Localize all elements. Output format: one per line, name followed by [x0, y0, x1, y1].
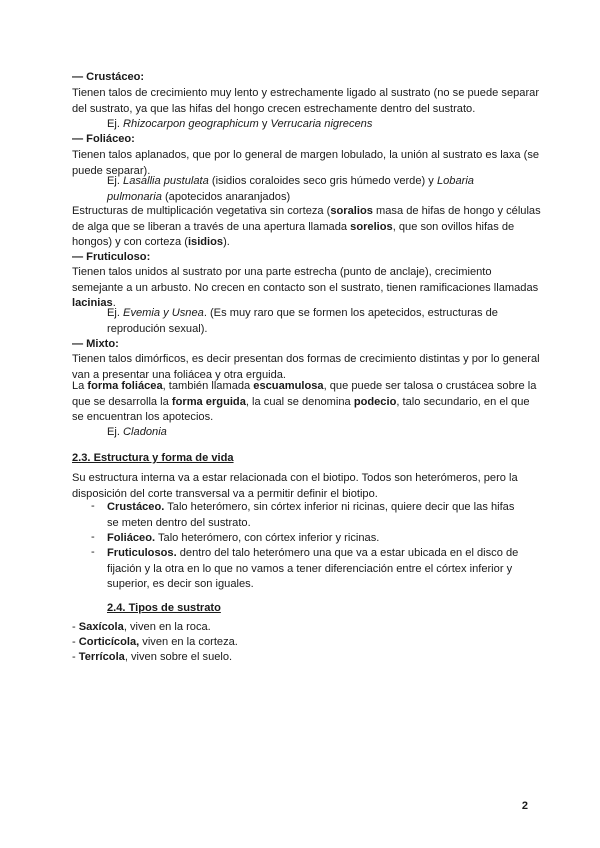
- foliaceo-structures: Estructuras de multiplicación vegetativa sin corteza (soralios masa de hifas de hongo y células de alga que se liberan a través de una apertura llamada sorelios, que son ovillos hifas de hongos) y con corteza (isidios).: [72, 205, 541, 248]
- mixto-example: Ej. Cladonia: [107, 426, 167, 438]
- list-item: - Saxícola, viven en la roca.: [72, 621, 211, 633]
- crustaceo-description: Tienen talos de crecimiento muy lento y estrechamente ligado al sustrato (no se puede separar del sustrato, ya que las hifas del hongo crecen estrechamente dentro del sustrato.: [72, 87, 540, 115]
- list-item: - Corticícola, viven en la corteza.: [72, 636, 238, 648]
- mixto-heading: — Mixto:: [72, 338, 119, 350]
- fruticuloso-description: Tienen talos unidos al sustrato por una parte estrecha (punto de anclaje), crecimiento semejante a un arbusto. No crecen en contacto son el sustrato, tienen ramificaciones llamadas lacinias.: [72, 266, 539, 309]
- list-item: Foliáceo. Talo heterómero, con córtex inferior y ricinas.: [107, 532, 380, 544]
- section-2-3-intro: Su estructura interna va a estar relacionada con el biotipo. Todos son heterómeros, pero la disposición del corte transversal va a permitir definir el biotipo.: [72, 472, 518, 500]
- list-item: - Terrícola, viven sobre el suelo.: [72, 651, 233, 663]
- section-2-3-title: 2.3. Estructura y forma de vida: [72, 452, 234, 464]
- fruticuloso-example: Ej. Evemia y Usnea. (Es muy raro que se formen los apetecidos, estructuras de reprodución sexual).: [107, 307, 498, 335]
- crustaceo-heading: — Crustáceo:: [72, 71, 145, 83]
- crustaceo-example: Ej. Rhizocarpon geographicum y Verrucaria nigrecens: [107, 118, 373, 130]
- list-item: Crustáceo. Talo heterómero, sin córtex inferior ni ricinas, quiere decir que las hifas se meten dentro del sustrato.: [107, 501, 515, 529]
- mixto-description: Tienen talos dimórficos, es decir presentan dos formas de crecimiento distintas y por lo general van a presentar una foliácea y otra erguida.: [72, 353, 540, 381]
- foliaceo-description: Tienen talos aplanados, que por lo general de margen lobulado, la unión al sustrato es laxa (se puede separar).: [72, 149, 540, 177]
- page-number: 2: [521, 800, 528, 812]
- foliaceo-heading: — Foliáceo:: [72, 133, 135, 145]
- foliaceo-example: Ej. Lasallia pustulata (isidios coraloides seco gris húmedo verde) y Lobaria pulmonaria (apotecidos anaranjados): [107, 175, 474, 203]
- bullet-dash: -: [91, 531, 95, 543]
- mixto-forma-foliacea: La forma foliácea, también llamada escuamulosa, que puede ser talosa o crustácea sobre la que se desarrolla la forma erguida, la cual se denomina podecio, talo secundario, en el que se encuentran los apotecios.: [72, 380, 537, 423]
- list-item: Fruticulosos. dentro del talo heterómero una que va a estar ubicada en el disco de fijación y la otra en lo que no vamos a tener diferenciación entre el córtex inferior y superior, es decir son iguales.: [107, 547, 519, 590]
- bullet-dash: -: [91, 546, 95, 558]
- section-2-4-title: 2.4. Tipos de sustrato: [107, 602, 221, 614]
- bullet-dash: -: [91, 500, 95, 512]
- fruticuloso-heading: — Fruticuloso:: [72, 251, 151, 263]
